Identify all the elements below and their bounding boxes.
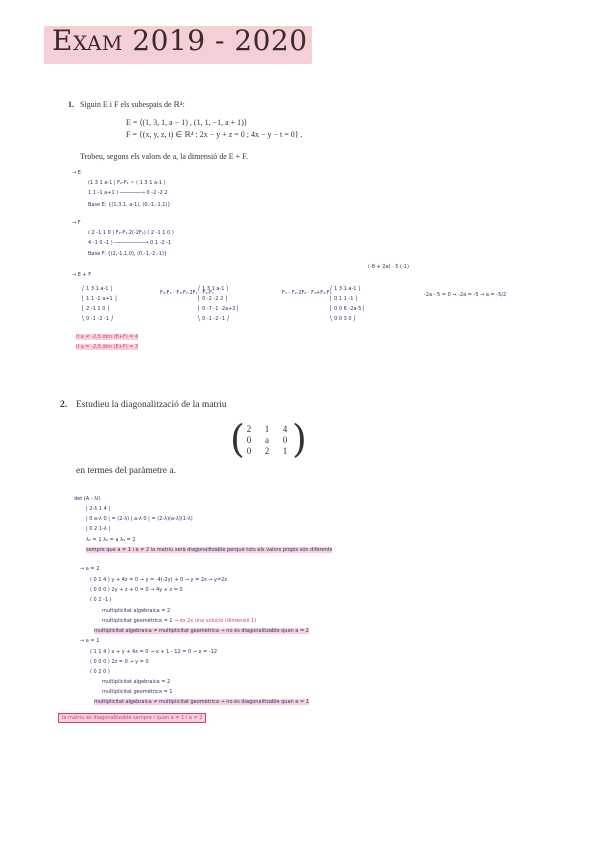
hw-a1-label: → a = 1 bbox=[80, 638, 100, 644]
q2-matrix: 2 1 4 0 a 0 0 2 1 bbox=[246, 424, 288, 456]
hw-a1-geometric: multiplicitat geomètrica = 1 bbox=[102, 689, 173, 695]
hw-e-label: → E bbox=[72, 170, 81, 176]
q1-f-definition: F = {(x, y, z, t) ∈ ℝ⁴ : 2x − y + z = 0 ; 4x − y − t = 0} . bbox=[126, 130, 303, 139]
hw-final-answer: la matriu és diagonalitzable sempre i quan a ≠ 1 i a ≠ 2 bbox=[58, 715, 206, 721]
hw-a2-algebraic: multiplicitat algebraica = 2 bbox=[102, 608, 171, 614]
q1-statement: Siguin E i F els subespais de ℝ⁴: bbox=[80, 100, 185, 109]
hw-f-row1: ( 2 -1 1 0 | F₂-F₁·2(-2F₁) ( 2 -1 1 0 ) bbox=[88, 230, 174, 236]
hw-ef-matrix3: ⎛ 1 3 1 a-1 ⎞ ⎜ 0 1 1 -1 ⎟ ⎜ 0 0 6 -2a-5⎟ ⎝ 0 0 3 0 ⎠ bbox=[330, 286, 364, 322]
hw-ef-ops2: F₃ - F₂·2F₂ · F₄+F₂·F₃ bbox=[282, 290, 332, 296]
hw-ef-ops1: F₂-F₁ · F₃-F₁·2F₁ · F₄-F₁ bbox=[160, 290, 214, 296]
q1-e-definition: E = ⟨(1, 3, 1, a − 1) , (1, 1, −1, a + 1)⟩ bbox=[126, 118, 247, 127]
q2-question: en termes del paràmetre a. bbox=[76, 466, 176, 476]
q1-question: Trobeu, segons els valors de a, la dimensió de E + F. bbox=[80, 152, 248, 161]
q2-matrix-right-paren: ) bbox=[292, 417, 307, 461]
hw-q1-conclusion-2: if a = -2,5 dim (E+F) = 3 bbox=[76, 344, 139, 350]
hw-ef-matrix2: ⎛ 1 3 1 a-1 ⎞ ⎜ 0 -2 -2 2 ⎟ ⎜ 0 -7 -1 -2a+2⎟ ⎝ 0 -1 -2 -1 ⎠ bbox=[198, 286, 238, 322]
hw-ef-note: (-8 + 2a) · 5 (-1) bbox=[368, 264, 409, 270]
hw-ef-result: -2a - 5 = 0 → -2a = -5 → a = -5/2 bbox=[424, 292, 507, 298]
page-title: Exam 2019 - 2020 bbox=[52, 24, 308, 57]
hw-f-label: → F bbox=[72, 220, 81, 226]
q1-number: 1. bbox=[68, 100, 74, 109]
q2-number: 2. bbox=[60, 400, 68, 410]
hw-e-row2: 1 1 -1 a+1 ) ───────→ 0 -2 -2 2 bbox=[88, 190, 168, 196]
hw-a1-algebraic: multiplicitat algebraica = 2 bbox=[102, 679, 171, 685]
hw-e-row1: (1 3 1 a-1 | F₂-F₁ ~ ( 1 3 1 a-1 ) bbox=[88, 180, 166, 186]
hw-det-row2: | 0 a-λ 0 | = (2-λ) | a-λ 0 | = (2-λ)(a-λ)(1-λ) bbox=[86, 516, 193, 522]
hw-ef-matrix1: ⎛ 1 3 1 a-1 ⎞ ⎜ 1 1 -1 a+1 ⎟ ⎜ 2 -1 1 0 ⎟ ⎝ 0 -1 -2 -1 ⎠ bbox=[82, 286, 117, 322]
hw-a1-row1: ( 1 1 4 ) x + y + 4z = 0 → x + 1 - 12 = 0 → x = -12 bbox=[90, 649, 218, 655]
hw-det-row3: | 0 2 1-λ | bbox=[86, 526, 111, 532]
hw-a2-row3: ( 0 2 -1 ) bbox=[90, 597, 112, 603]
hw-det-label: det (A - λI) bbox=[74, 496, 101, 502]
hw-a1-row2: ( 0 0 0 ) 2z = 0 → y = 0 bbox=[90, 659, 149, 665]
hw-a1-conclusion: multiplicitat algebraica ≠ multiplicitat geomètrica → no és diagonalitzable quan a = 1 bbox=[94, 699, 309, 705]
hw-ef-label: → E + F bbox=[72, 272, 92, 278]
hw-a2-label: → a = 2 bbox=[80, 566, 100, 572]
hw-q1-conclusion-1: if a ≠ -2,5 dim (E+F) = 4 bbox=[76, 334, 139, 340]
hw-e-base: Base E: {(1,3,1, a-1), (0,-1,-1,1)} bbox=[88, 202, 171, 208]
hw-a2-conclusion: multiplicitat algebraica ≠ multiplicitat geomètrica → no és diagonalitzable quan a = 2 bbox=[94, 628, 309, 634]
hw-eigenvalues: λ₁ = 1 λ₂ = a λ₃ = 2 bbox=[86, 537, 136, 543]
hw-f-row2: 4 -1 0 -1 ) ──────────→ 0 1 -2 -1 bbox=[88, 240, 172, 246]
q2-matrix-left-paren: ( bbox=[230, 417, 245, 461]
hw-a1-row3: ( 0 2 0 ) bbox=[90, 669, 110, 675]
hw-det-row1: | 2-λ 1 4 | bbox=[86, 506, 111, 512]
q2-statement: Estudieu la diagonalització de la matriu bbox=[76, 400, 227, 410]
hw-f-base: Base F: {(2,-1,1,0), (0,-1,-2,-1)} bbox=[88, 251, 168, 257]
hw-a2-geometric: multiplicitat geomètrica = 1 → és 2x una solució (dimensió 1) bbox=[102, 618, 257, 624]
hw-a2-row1: ( 0 1 4 ) y + 4z = 0 → y = -4(-2y) + 0 → y = 2z → y=2z bbox=[90, 577, 227, 583]
hw-always-note: sempre que a ≠ 1 i a ≠ 2 la matriu serà diagonalitzable perquè tots els valors propis són diferents bbox=[86, 547, 333, 553]
hw-a2-row2: ( 0 0 0 ) 2y + z + 0 = 0 → 4y + z = 0 bbox=[90, 587, 183, 593]
